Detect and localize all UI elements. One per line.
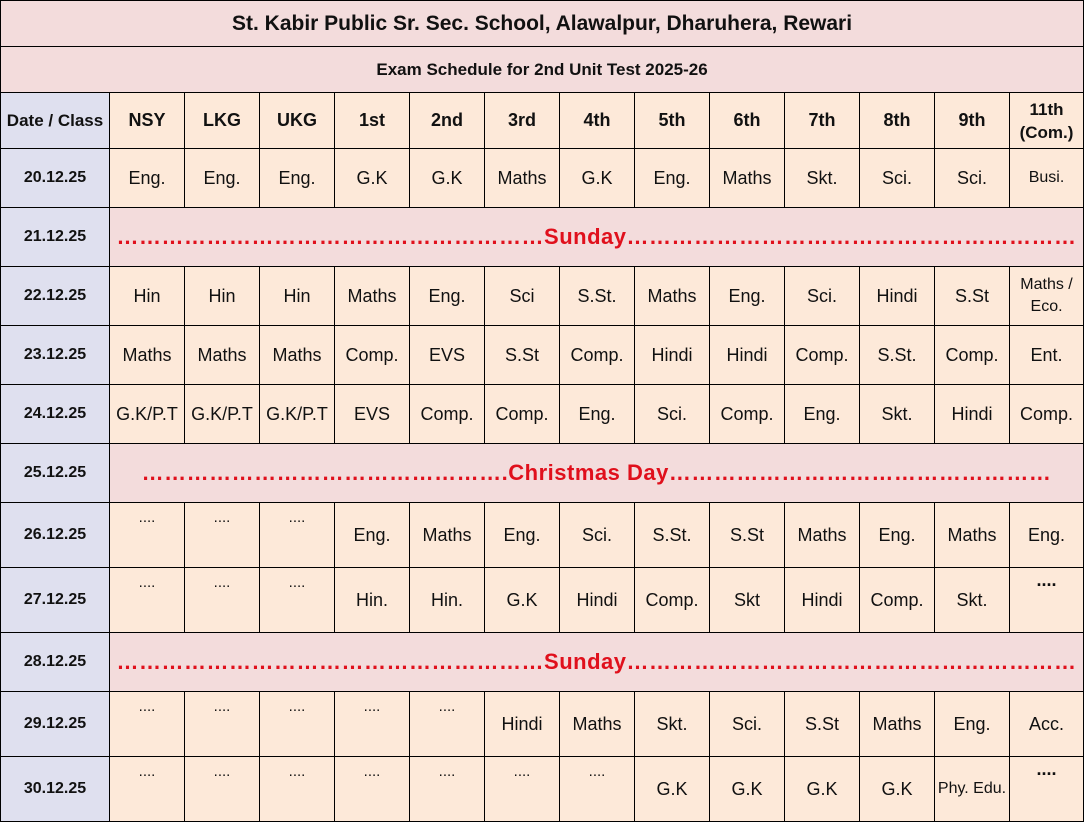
- schedule-row: [1, 568, 1084, 633]
- schedule-row: [1, 208, 1084, 267]
- class-header: 6th: [710, 93, 785, 149]
- subject-cell: Sci: [485, 267, 560, 326]
- date-cell: 26.12.25: [1, 503, 110, 568]
- subject-cell: Maths: [935, 503, 1010, 568]
- subject-cell: Comp.: [710, 385, 785, 444]
- subject-cell: Maths / Eco.: [1010, 267, 1084, 326]
- subject-cell: S.St: [710, 503, 785, 568]
- date-cell: 28.12.25: [1, 633, 110, 692]
- subject-cell: Eng.: [185, 149, 260, 208]
- subject-cell: Maths: [710, 149, 785, 208]
- subject-cell: Hindi: [560, 568, 635, 633]
- subject-cell: Maths: [785, 503, 860, 568]
- subject-cell: S.St: [935, 267, 1010, 326]
- subject-cell: G.K/P.T: [260, 385, 335, 444]
- subject-cell: Hin.: [410, 568, 485, 633]
- subject-cell: Eng.: [635, 149, 710, 208]
- subject-cell: Hindi: [635, 326, 710, 385]
- subject-cell: G.K: [860, 757, 935, 822]
- subject-cell: ....: [485, 757, 560, 822]
- subject-cell: ....: [110, 568, 185, 633]
- class-header: 9th: [935, 93, 1010, 149]
- schedule-row: [1, 444, 1084, 503]
- date-cell: 23.12.25: [1, 326, 110, 385]
- subject-cell: Hin.: [335, 568, 410, 633]
- subject-cell: S.St.: [560, 267, 635, 326]
- date-cell: 22.12.25: [1, 267, 110, 326]
- subject-cell: G.K: [485, 568, 560, 633]
- subject-cell: G.K: [335, 149, 410, 208]
- subject-cell: Eng.: [110, 149, 185, 208]
- subject-cell: Comp.: [635, 568, 710, 633]
- subject-cell: Comp.: [410, 385, 485, 444]
- subject-cell: Sci.: [785, 267, 860, 326]
- date-cell: 27.12.25: [1, 568, 110, 633]
- date-cell: 21.12.25: [1, 208, 110, 267]
- holiday-banner: …………………………………………………Sunday……………………………………………………: [110, 633, 1084, 692]
- subject-cell: Acc.: [1010, 692, 1084, 757]
- subject-cell: Skt.: [635, 692, 710, 757]
- school-title: St. Kabir Public Sr. Sec. School, Alawalpur, Dharuhera, Rewari: [1, 1, 1084, 47]
- subject-cell: Hindi: [935, 385, 1010, 444]
- holiday-banner: ………………………………………….Christmas Day……………………………………………: [110, 444, 1084, 503]
- subject-cell: Maths: [410, 503, 485, 568]
- subject-cell: ....: [260, 503, 335, 568]
- subject-cell: Maths: [635, 267, 710, 326]
- subject-cell: Ent.: [1010, 326, 1084, 385]
- class-header: 2nd: [410, 93, 485, 149]
- subject-cell: Eng.: [1010, 503, 1084, 568]
- subject-cell: Maths: [185, 326, 260, 385]
- class-header: 11th (Com.): [1010, 93, 1084, 149]
- subject-cell: EVS: [410, 326, 485, 385]
- subject-cell: G.K: [410, 149, 485, 208]
- schedule-row: [1, 267, 1084, 326]
- subject-cell: G.K/P.T: [110, 385, 185, 444]
- subtitle-row: [1, 47, 1084, 93]
- subject-cell: ....: [185, 568, 260, 633]
- subject-cell: S.St.: [635, 503, 710, 568]
- subject-cell: Hindi: [785, 568, 860, 633]
- subject-cell: ....: [185, 692, 260, 757]
- subject-cell: ....: [335, 757, 410, 822]
- subject-cell: Skt.: [785, 149, 860, 208]
- subject-cell: ....: [260, 757, 335, 822]
- class-header: 5th: [635, 93, 710, 149]
- subject-cell: Maths: [485, 149, 560, 208]
- subject-cell: ....: [110, 692, 185, 757]
- subject-cell: ....: [110, 757, 185, 822]
- subject-cell: Eng.: [485, 503, 560, 568]
- subject-cell: G.K: [785, 757, 860, 822]
- date-cell: 20.12.25: [1, 149, 110, 208]
- subject-cell: Comp.: [785, 326, 860, 385]
- class-header: LKG: [185, 93, 260, 149]
- class-header: 1st: [335, 93, 410, 149]
- subject-cell: ....: [260, 692, 335, 757]
- date-cell: 25.12.25: [1, 444, 110, 503]
- subject-cell: ....: [110, 503, 185, 568]
- subject-cell: Maths: [335, 267, 410, 326]
- class-header: 3rd: [485, 93, 560, 149]
- subject-cell: Comp.: [935, 326, 1010, 385]
- subject-cell: ....: [260, 568, 335, 633]
- subject-cell: Maths: [260, 326, 335, 385]
- subject-cell: ....: [410, 692, 485, 757]
- subject-cell: G.K: [635, 757, 710, 822]
- subject-cell: S.St: [485, 326, 560, 385]
- subject-cell: Eng.: [335, 503, 410, 568]
- subject-cell: Comp.: [335, 326, 410, 385]
- subject-cell: Comp.: [1010, 385, 1084, 444]
- subject-cell: Eng.: [710, 267, 785, 326]
- subject-cell: Eng.: [935, 692, 1010, 757]
- class-header: 8th: [860, 93, 935, 149]
- class-header: NSY: [110, 93, 185, 149]
- subject-cell: ....: [560, 757, 635, 822]
- subject-cell: Eng.: [785, 385, 860, 444]
- schedule-row: [1, 692, 1084, 757]
- subject-cell: Skt: [710, 568, 785, 633]
- subject-cell: Eng.: [560, 385, 635, 444]
- subject-cell: ....: [185, 757, 260, 822]
- subject-cell: Sci.: [560, 503, 635, 568]
- subject-cell: S.St.: [860, 326, 935, 385]
- subject-cell: Skt.: [935, 568, 1010, 633]
- date-cell: 30.12.25: [1, 757, 110, 822]
- subject-cell: ....: [1010, 757, 1084, 822]
- subject-cell: EVS: [335, 385, 410, 444]
- schedule-row: [1, 503, 1084, 568]
- subject-cell: ....: [185, 503, 260, 568]
- schedule-row: [1, 757, 1084, 822]
- subject-cell: Eng.: [860, 503, 935, 568]
- subject-cell: Sci.: [860, 149, 935, 208]
- subject-cell: Comp.: [485, 385, 560, 444]
- subject-cell: G.K: [710, 757, 785, 822]
- subject-cell: Eng.: [410, 267, 485, 326]
- subject-cell: G.K/P.T: [185, 385, 260, 444]
- subject-cell: ....: [335, 692, 410, 757]
- schedule-row: [1, 385, 1084, 444]
- subject-cell: ....: [1010, 568, 1084, 633]
- subject-cell: Phy. Edu.: [935, 757, 1010, 822]
- subject-cell: Hindi: [485, 692, 560, 757]
- subject-cell: Hindi: [710, 326, 785, 385]
- schedule-subtitle: Exam Schedule for 2nd Unit Test 2025-26: [1, 47, 1084, 93]
- title-row: [1, 1, 1084, 47]
- subject-cell: Hindi: [860, 267, 935, 326]
- schedule-row: [1, 633, 1084, 692]
- schedule-row: [1, 326, 1084, 385]
- schedule-row: [1, 149, 1084, 208]
- subject-cell: Hin: [260, 267, 335, 326]
- subject-cell: ....: [410, 757, 485, 822]
- subject-cell: Comp.: [860, 568, 935, 633]
- class-header: 7th: [785, 93, 860, 149]
- subject-cell: S.St: [785, 692, 860, 757]
- subject-cell: Hin: [110, 267, 185, 326]
- class-header: 4th: [560, 93, 635, 149]
- subject-cell: Sci.: [935, 149, 1010, 208]
- subject-cell: Eng.: [260, 149, 335, 208]
- subject-cell: Busi.: [1010, 149, 1084, 208]
- date-cell: 29.12.25: [1, 692, 110, 757]
- subject-cell: Comp.: [560, 326, 635, 385]
- subject-cell: Sci.: [635, 385, 710, 444]
- subject-cell: G.K: [560, 149, 635, 208]
- class-header: UKG: [260, 93, 335, 149]
- subject-cell: Hin: [185, 267, 260, 326]
- subject-cell: Maths: [110, 326, 185, 385]
- holiday-banner: …………………………………………………Sunday……………………………………………………: [110, 208, 1084, 267]
- date-class-header: Date / Class: [1, 93, 110, 149]
- subject-cell: Sci.: [710, 692, 785, 757]
- subject-cell: Maths: [860, 692, 935, 757]
- date-cell: 24.12.25: [1, 385, 110, 444]
- subject-cell: Skt.: [860, 385, 935, 444]
- subject-cell: Maths: [560, 692, 635, 757]
- header-row: [1, 93, 1084, 149]
